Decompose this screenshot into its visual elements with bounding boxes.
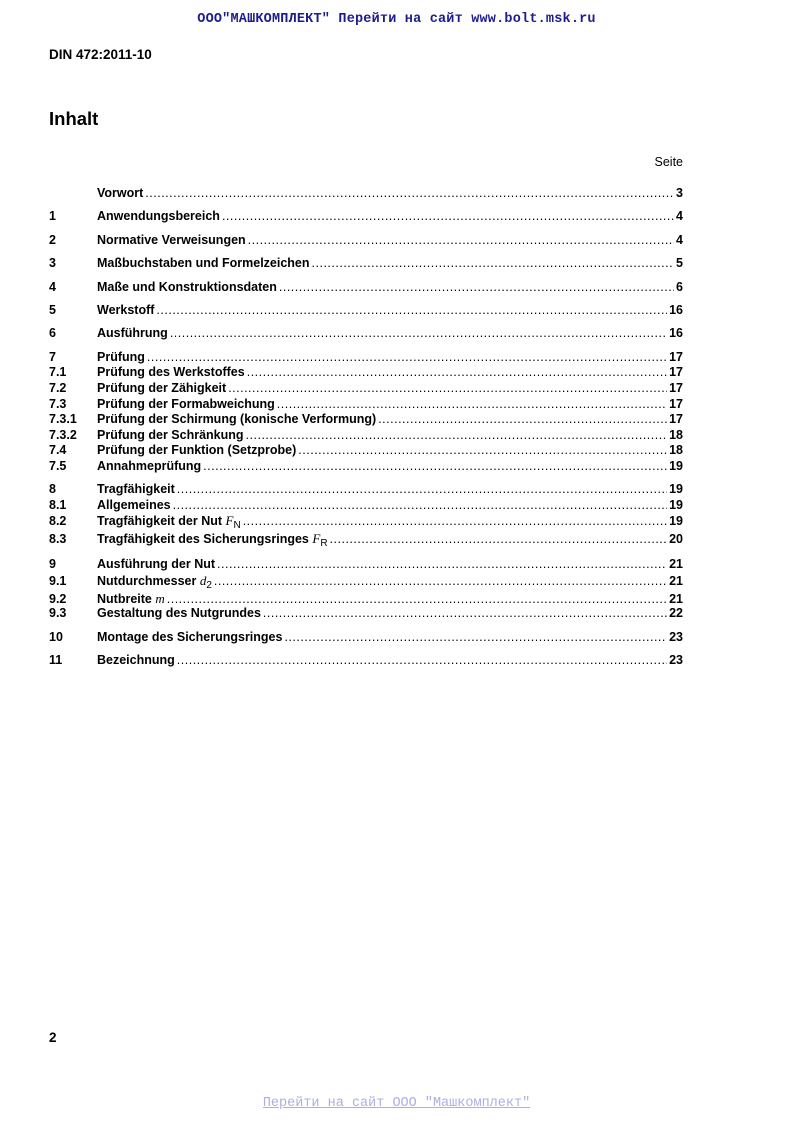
- toc-entry-number: 8.2: [49, 514, 67, 529]
- toc-entry-title-text: Prüfung der Funktion (Setzprobe): [97, 443, 297, 458]
- toc-entry[interactable]: [49, 233, 683, 249]
- toc-entry-number: 8: [49, 482, 56, 497]
- toc-entry-title: [97, 350, 145, 366]
- toc-entry-number: 7.3.1: [49, 412, 77, 427]
- toc-entry-title: [97, 209, 220, 225]
- dot-leader: [378, 412, 667, 428]
- toc-entry-page: 21: [669, 591, 683, 606]
- toc-entry-page: 4: [676, 209, 683, 224]
- dot-leader: [203, 459, 667, 475]
- toc-entry[interactable]: [49, 606, 683, 622]
- dot-leader: [263, 606, 667, 622]
- toc-entry-number: 7.4: [49, 443, 67, 458]
- toc-entry-page: 21: [669, 573, 683, 588]
- toc-entry-page: 23: [669, 629, 683, 644]
- document-id: DIN 472:2011-10: [49, 47, 152, 62]
- toc-entry-title-text: Maßbuchstaben und Formelzeichen: [97, 256, 310, 271]
- toc-entry-title: [97, 630, 282, 646]
- toc-entry-title-text: Prüfung der Formabweichung: [97, 396, 275, 411]
- dot-leader: [147, 350, 667, 366]
- toc-entry-title: [97, 459, 201, 475]
- toc-entry[interactable]: [49, 498, 683, 514]
- toc-entry-title: [97, 412, 376, 428]
- toc-entry-page: 20: [669, 532, 683, 547]
- toc-entry-page: 6: [676, 279, 683, 294]
- toc-entry-number: 3: [49, 256, 56, 271]
- toc-entry-number: 9.2: [49, 591, 67, 606]
- toc-entry-title-text: Ausführung der Nut: [97, 557, 216, 572]
- dot-leader: [145, 186, 674, 202]
- dot-leader: [248, 233, 674, 249]
- toc-entry-number: 7.1: [49, 365, 67, 380]
- toc-entry[interactable]: [49, 326, 683, 342]
- footer-site-link[interactable]: Перейти на сайт ООО "Машкомплект": [262, 1096, 531, 1111]
- toc-entry-title: [97, 381, 226, 397]
- site-banner[interactable]: ООО"МАШКОМПЛЕКТ" Перейти на сайт www.bolt.msk.ru: [197, 12, 596, 27]
- toc-entry-page: 3: [676, 186, 683, 200]
- toc-entry-title: [97, 397, 275, 413]
- toc-entry-title: [97, 653, 175, 669]
- toc-entry-page: 5: [676, 256, 683, 271]
- toc-entry-title: [97, 443, 296, 459]
- toc-entry[interactable]: [49, 412, 683, 428]
- toc-entry-page: 17: [669, 380, 683, 395]
- toc-entry-title-text: Anwendungsbereich: [97, 209, 220, 224]
- toc-entry-number: 7.3.2: [49, 427, 77, 442]
- toc-entry-title-text: Vorwort: [97, 186, 144, 200]
- toc-entry-page: 4: [676, 232, 683, 247]
- toc-entry-title-text: Tragfähigkeit: [97, 482, 175, 497]
- toc-entry[interactable]: [49, 209, 683, 225]
- toc-entry-number: 7: [49, 349, 56, 364]
- dot-leader: [284, 630, 667, 646]
- toc-entry[interactable]: [49, 381, 683, 397]
- page-number: 2: [49, 1030, 57, 1045]
- toc-entry-page: 18: [669, 427, 683, 442]
- dot-leader: [222, 209, 674, 225]
- toc-entry-title: [97, 482, 175, 498]
- toc-entry-number: 9: [49, 557, 56, 572]
- toc-entry-title-text: Normative Verweisungen: [97, 232, 246, 247]
- dot-leader: [277, 397, 667, 413]
- toc-entry[interactable]: [49, 397, 683, 413]
- dot-leader: [246, 428, 668, 444]
- toc-entry-title-text: Allgemeines: [97, 497, 171, 512]
- toc-entry-title: [97, 365, 245, 381]
- dot-leader: [247, 365, 667, 381]
- toc-entry-number: 4: [49, 279, 56, 294]
- toc-entry-page: 19: [669, 497, 683, 512]
- toc-entry[interactable]: [49, 280, 683, 296]
- toc-entry-title: [97, 531, 328, 552]
- toc-entry-page: 16: [669, 302, 683, 317]
- toc-entry-page: 19: [669, 514, 683, 529]
- dot-leader: [298, 443, 667, 459]
- toc-entry-title-text: Annahmeprüfung: [97, 458, 202, 473]
- toc-entry-title-text: Prüfung der Schirmung (konische Verformung): [97, 412, 377, 427]
- toc-entry-title: [97, 326, 168, 342]
- toc-entry-title: [97, 233, 246, 249]
- toc-entry-title-text: Prüfung der Zähigkeit: [97, 380, 227, 395]
- toc-entry-number: 1: [49, 209, 56, 224]
- toc-entry[interactable]: [49, 443, 683, 459]
- toc-heading: Inhalt: [49, 108, 99, 129]
- toc-entry-number: 2: [49, 232, 56, 247]
- toc-entry-title-text: Nutbreite: [97, 591, 152, 606]
- toc-entry-number: 9.1: [49, 573, 67, 588]
- toc-entry-title-text: Nutdurchmesser: [97, 573, 197, 588]
- toc-entry-page: 23: [669, 653, 683, 668]
- toc-entry[interactable]: [49, 256, 683, 272]
- table-of-contents: [49, 186, 683, 669]
- dot-leader: [243, 514, 667, 530]
- toc-entry-page: 17: [669, 365, 683, 380]
- formula-symbol-subscript: N: [233, 520, 241, 532]
- toc-entry-number: 8.3: [49, 532, 67, 547]
- toc-entry[interactable]: [49, 186, 683, 202]
- dot-leader: [156, 303, 667, 319]
- toc-entry[interactable]: [49, 428, 683, 444]
- toc-entry[interactable]: [49, 350, 683, 366]
- toc-entry-page: 22: [669, 606, 683, 621]
- toc-entry-title-text: Ausführung: [97, 326, 168, 341]
- toc-entry-page: 19: [669, 482, 683, 497]
- formula-symbol: m: [155, 590, 165, 606]
- toc-entry-page: 17: [669, 349, 683, 364]
- dot-leader: [330, 532, 668, 548]
- toc-entry[interactable]: [49, 591, 683, 607]
- toc-entry-page: 17: [669, 396, 683, 411]
- toc-entry-page: 18: [669, 443, 683, 458]
- toc-entry-title-text: Prüfung des Werkstoffes: [97, 365, 245, 380]
- toc-entry-title-text: Maße und Konstruktionsdaten: [97, 279, 277, 294]
- dot-leader: [167, 592, 667, 608]
- toc-entry-title: [97, 256, 310, 272]
- dot-leader: [173, 498, 667, 514]
- toc-entry-title-text: Montage des Sicherungsringes: [97, 629, 283, 644]
- formula-symbol: F: [312, 531, 321, 547]
- toc-entry-title-text: Gestaltung des Nutgrundes: [97, 606, 261, 621]
- formula-symbol-subscript: 2: [206, 579, 212, 591]
- dot-leader: [279, 280, 674, 296]
- dot-leader: [177, 482, 667, 498]
- toc-entry[interactable]: [49, 531, 683, 549]
- dot-leader: [228, 381, 667, 397]
- toc-entry-title: [97, 591, 165, 608]
- page-column-label: Seite: [654, 155, 683, 169]
- toc-entry-title-text: Prüfung der Schränkung: [97, 427, 244, 442]
- toc-entry-title: [97, 606, 261, 622]
- toc-entry-page: 19: [669, 458, 683, 473]
- toc-entry-title: [97, 498, 171, 514]
- dot-leader: [214, 574, 667, 590]
- toc-entry[interactable]: [49, 513, 683, 531]
- toc-entry[interactable]: [49, 303, 683, 319]
- toc-entry[interactable]: [49, 573, 683, 591]
- toc-entry-number: 7.5: [49, 458, 67, 473]
- dot-leader: [177, 653, 667, 669]
- toc-entry-number: 8.1: [49, 497, 67, 512]
- toc-entry-number: 9.3: [49, 606, 67, 621]
- toc-entry-number: 10: [49, 629, 63, 644]
- toc-entry-number: 7.3: [49, 396, 67, 411]
- toc-entry-number: 5: [49, 302, 56, 317]
- formula-symbol: F: [225, 513, 234, 529]
- toc-entry-title-text: Bezeichnung: [97, 653, 175, 668]
- formula-symbol: d: [199, 572, 207, 588]
- toc-entry-number: 7.2: [49, 380, 67, 395]
- toc-entry-title-text: Prüfung: [97, 349, 145, 364]
- dot-leader: [217, 557, 667, 573]
- toc-entry-number: 11: [49, 653, 63, 668]
- toc-entry-title-text: Werkstoff: [97, 302, 155, 317]
- toc-entry-page: 17: [669, 412, 683, 427]
- toc-entry[interactable]: [49, 459, 683, 475]
- dot-leader: [170, 326, 667, 342]
- toc-entry-title: [97, 186, 143, 202]
- toc-entry[interactable]: [49, 653, 683, 669]
- toc-entry-title-text: Tragfähigkeit des Sicherungsringes: [97, 532, 309, 547]
- toc-entry-title: [97, 280, 277, 296]
- toc-entry-number: 6: [49, 326, 56, 341]
- formula-symbol-subscript: R: [320, 538, 328, 550]
- toc-entry[interactable]: [49, 557, 683, 573]
- toc-entry[interactable]: [49, 482, 683, 498]
- toc-entry-title: [97, 557, 215, 573]
- toc-entry-page: 16: [669, 326, 683, 341]
- toc-entry[interactable]: [49, 365, 683, 381]
- toc-entry-title: [97, 303, 154, 319]
- toc-entry[interactable]: [49, 630, 683, 646]
- toc-entry-title-text: Tragfähigkeit der Nut: [97, 514, 223, 529]
- toc-entry-title: [97, 428, 244, 444]
- dot-leader: [312, 256, 675, 272]
- toc-entry-page: 21: [669, 557, 683, 572]
